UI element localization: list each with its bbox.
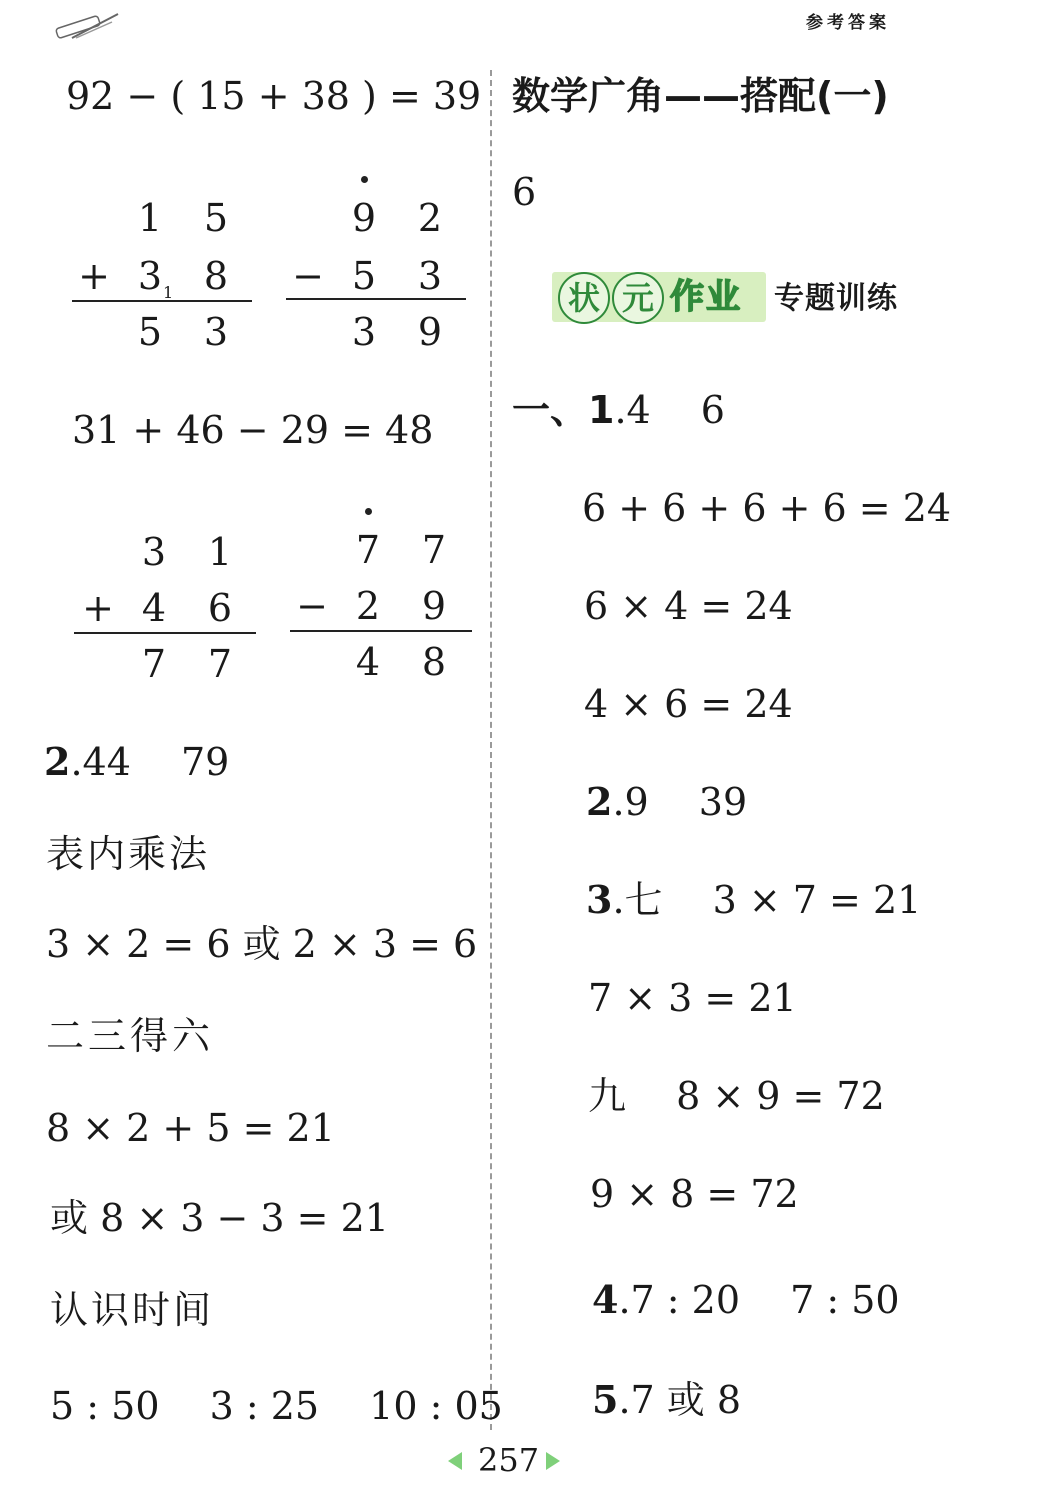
question-number: 5 <box>592 1377 619 1422</box>
digit: 1 <box>207 530 233 574</box>
operator: + <box>78 254 110 298</box>
answer-line: 6 + 6 + 6 + 6 = 24 <box>582 486 952 530</box>
digit: 2 <box>355 584 381 628</box>
answer-times: 5 : 50 3 : 25 10 : 05 <box>50 1384 503 1428</box>
digit: 3 <box>417 254 443 298</box>
answer-line: 4 × 6 = 24 <box>584 682 793 726</box>
section-title-multiplication: 表内乘法 <box>46 832 211 876</box>
answer-line: 九 8 × 9 = 72 <box>588 1074 885 1118</box>
digit: 7 <box>355 528 381 572</box>
digit: 5 <box>137 310 163 354</box>
answer-3 <box>586 878 921 922</box>
answer-2-right <box>586 780 747 824</box>
digit: 5 <box>351 254 377 298</box>
page-number: 257 <box>478 1441 540 1479</box>
digit: 5 <box>203 196 229 240</box>
digit: 7 <box>207 642 233 686</box>
answer-text: .4 6 <box>614 388 725 432</box>
answer-line: 8 × 2 + 5 = 21 <box>46 1106 335 1150</box>
digit: 8 <box>421 640 447 684</box>
answer-line: 或 8 × 3 − 3 = 21 <box>50 1196 389 1240</box>
calc-rule <box>74 632 256 634</box>
question-number: 2 <box>586 779 613 824</box>
column-divider <box>490 70 492 1430</box>
digit: 1 <box>137 196 163 240</box>
digit: 8 <box>203 254 229 298</box>
badge-yuan: 元 <box>612 272 664 324</box>
digit: 6 <box>207 586 233 630</box>
banner-zhuangyuan-zuoye <box>552 272 766 322</box>
section-title-matching: 数学广角——搭配(一) <box>512 74 889 118</box>
answer-text: .9 39 <box>612 780 748 824</box>
answer-text: .44 79 <box>70 740 230 784</box>
answer-4 <box>592 1278 900 1322</box>
banner-label: 专题训练 <box>774 281 898 316</box>
answer-text: .7 : 20 7 : 50 <box>618 1278 900 1322</box>
digit: 9 <box>351 196 377 240</box>
digit: 7 <box>141 642 167 686</box>
arrow-right-icon <box>546 1452 560 1470</box>
calc-rule <box>286 298 466 300</box>
digit: 9 <box>417 310 443 354</box>
digit: 4 <box>141 586 167 630</box>
digit: 7 <box>421 528 447 572</box>
equation-2: 31 + 46 − 29 = 48 <box>72 408 434 452</box>
answer-1 <box>512 388 725 432</box>
operator: − <box>292 254 324 298</box>
question-number: 3 <box>586 877 613 922</box>
digit: 3 <box>203 310 229 354</box>
answer-text: .七 3 × 7 = 21 <box>612 878 922 922</box>
calc-rule <box>290 630 472 632</box>
operator: − <box>296 584 328 628</box>
digit: 3 <box>351 310 377 354</box>
question-number: 一、1 <box>512 388 615 432</box>
digit: 4 <box>355 640 381 684</box>
answer-line: 二三得六 <box>46 1014 215 1058</box>
digit: 3 <box>137 254 163 298</box>
answer-line: 7 × 3 = 21 <box>588 976 797 1020</box>
borrow-dot <box>361 176 368 183</box>
borrow-dot <box>365 508 372 515</box>
question-number: 4 <box>592 1277 619 1322</box>
digit: 2 <box>417 196 443 240</box>
banner-zuoye: 作业 <box>670 277 742 317</box>
header-label: 参考答案 <box>806 13 890 33</box>
calc-rule <box>72 300 252 302</box>
answer-line: 3 × 2 = 6 或 2 × 3 = 6 <box>46 922 478 966</box>
arrow-left-icon <box>448 1452 462 1470</box>
operator: + <box>82 586 114 630</box>
equation-1: 92 − ( 15 + 38 ) = 39 <box>66 74 482 118</box>
answer-text: .7 或 8 <box>618 1378 742 1422</box>
answer-line: 6 × 4 = 24 <box>584 584 793 628</box>
section-title-time: 认识时间 <box>50 1288 215 1332</box>
answer-5 <box>592 1378 741 1422</box>
carry-digit: 1 <box>163 283 174 302</box>
answer-2 <box>44 740 229 784</box>
digit: 9 <box>421 584 447 628</box>
badge-zhuang: 状 <box>558 272 610 324</box>
question-number: 2 <box>44 739 71 784</box>
pen-icon <box>52 8 122 46</box>
digit: 3 <box>141 530 167 574</box>
answer-line: 9 × 8 = 72 <box>590 1172 799 1216</box>
answer-6: 6 <box>512 170 537 214</box>
